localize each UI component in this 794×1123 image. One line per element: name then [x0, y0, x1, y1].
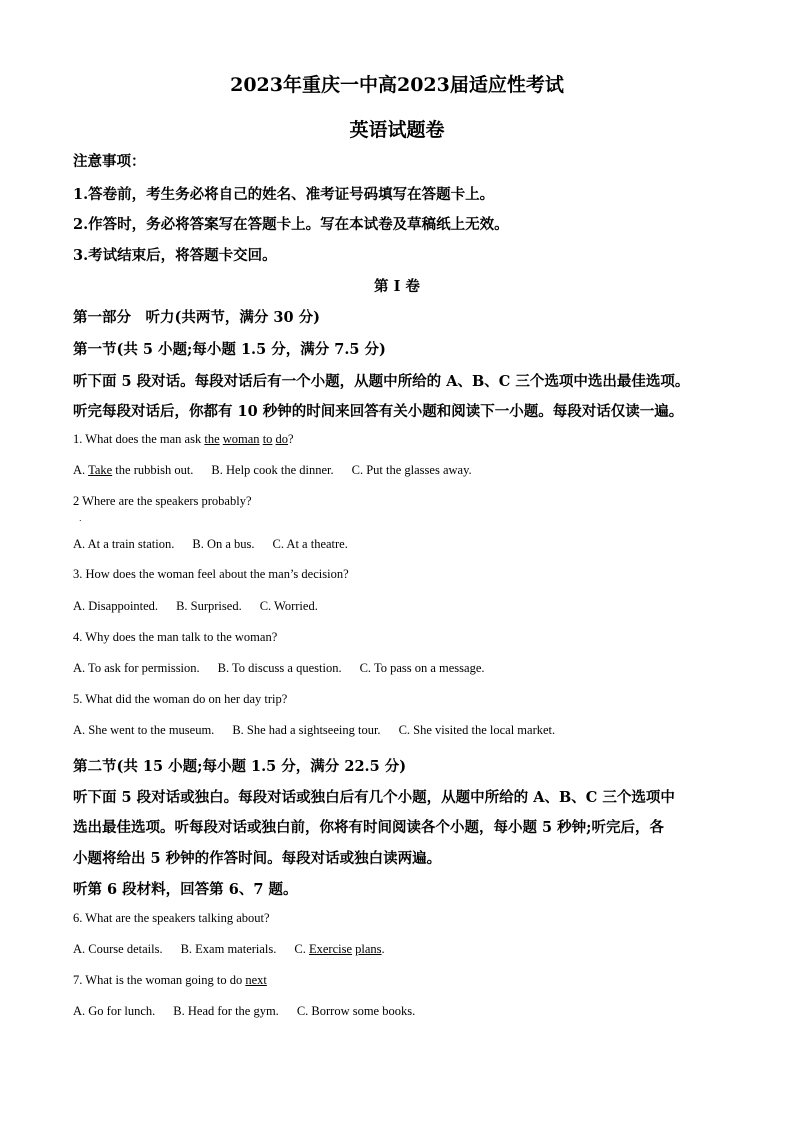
- volume-heading: 第 I 卷: [374, 278, 420, 295]
- question-7-options: [73, 1004, 433, 1019]
- notice-item: 3.考试结束后，将答题卡交回。: [73, 247, 277, 264]
- section2-instruction: 小题将给出 5 秒钟的作答时间。每段对话或独白读两遍。: [73, 850, 442, 867]
- question-1-options: [73, 463, 490, 478]
- option-b: B. Exam materials.: [180, 942, 277, 956]
- option-c: C. Exercise plans.: [294, 942, 385, 956]
- question-5: 5. What did the woman do on her day trip?: [73, 692, 288, 706]
- option-b: B. On a bus.: [192, 537, 255, 551]
- option-a: A. Disappointed.: [73, 599, 159, 613]
- question-4-options: [73, 661, 503, 676]
- option-c: C. Worried.: [259, 599, 318, 613]
- question-2-options: [73, 537, 366, 552]
- option-a: A. Course details.: [73, 942, 163, 956]
- option-b: B. Surprised.: [176, 599, 242, 613]
- section2-instruction: 选出最佳选项。听每段对话或独白前，你将有时间阅读各个小题，每小题 5 秒钟;听完后，各: [73, 819, 665, 836]
- option-c: C. Put the glasses away.: [351, 463, 472, 477]
- part1-heading: 第一部分 听力(共两节，满分 30 分): [73, 309, 320, 326]
- question-7: 7. What is the woman going to do next: [73, 973, 267, 987]
- option-a: A. To ask for permission.: [73, 661, 200, 675]
- section1-instruction: 听下面 5 段对话。每段对话后有一个小题，从题中所给的 A、B、C 三个选项中选出最佳选项。: [73, 373, 690, 390]
- option-b: B. Head for the gym.: [173, 1004, 279, 1018]
- question-3-options: [73, 599, 336, 614]
- section2-instruction: 听下面 5 段对话或独白。每段对话或独白后有几个小题，从题中所给的 A、B、C 三个选项中: [73, 789, 675, 806]
- question-5-options: [73, 723, 573, 738]
- option-b: B. Help cook the dinner.: [211, 463, 334, 477]
- question-6: 6. What are the speakers talking about?: [73, 911, 270, 925]
- stray-dot: .: [79, 514, 82, 523]
- section2-heading: 第二节(共 15 小题;每小题 1.5 分，满分 22.5 分): [73, 758, 407, 775]
- option-a: A. At a train station.: [73, 537, 175, 551]
- option-c: C. To pass on a message.: [359, 661, 485, 675]
- notice-heading: 注意事项：: [73, 153, 146, 170]
- option-c: C. At a theatre.: [272, 537, 348, 551]
- option-b: B. To discuss a question.: [217, 661, 342, 675]
- exam-title: 2023年重庆一中高2023届适应性考试: [230, 74, 564, 96]
- notice-item: 1.答卷前，考生务必将自己的姓名、准考证号码填写在答题卡上。: [73, 186, 495, 203]
- option-c: C. She visited the local market.: [398, 723, 556, 737]
- option-c: C. Borrow some books.: [296, 1004, 416, 1018]
- notice-item: 2.作答时，务必将答案写在答题卡上。写在本试卷及草稿纸上无效。: [73, 216, 509, 233]
- section1-instruction: 听完每段对话后，你都有 10 秒钟的时间来回答有关小题和阅读下一小题。每段对话仅读一遍。: [73, 403, 684, 420]
- option-a: A. She went to the museum.: [73, 723, 215, 737]
- question-1: 1. What does the man ask the woman to do?: [73, 432, 294, 446]
- question-3: 3. How does the woman feel about the man’s decision?: [73, 567, 349, 581]
- question-2: 2 Where are the speakers probably?: [73, 494, 252, 508]
- question-4: 4. Why does the man talk to the woman?: [73, 630, 278, 644]
- exam-subtitle: 英语试题卷: [349, 119, 445, 141]
- question-6-options: [73, 942, 403, 957]
- option-a: A. Take the rubbish out.: [73, 463, 194, 477]
- section1-heading: 第一节(共 5 小题;每小题 1.5 分，满分 7.5 分): [73, 341, 386, 358]
- material-heading: 听第 6 段材料，回答第 6、7 题。: [73, 881, 298, 898]
- option-b: B. She had a sightseeing tour.: [232, 723, 381, 737]
- option-a: A. Go for lunch.: [73, 1004, 156, 1018]
